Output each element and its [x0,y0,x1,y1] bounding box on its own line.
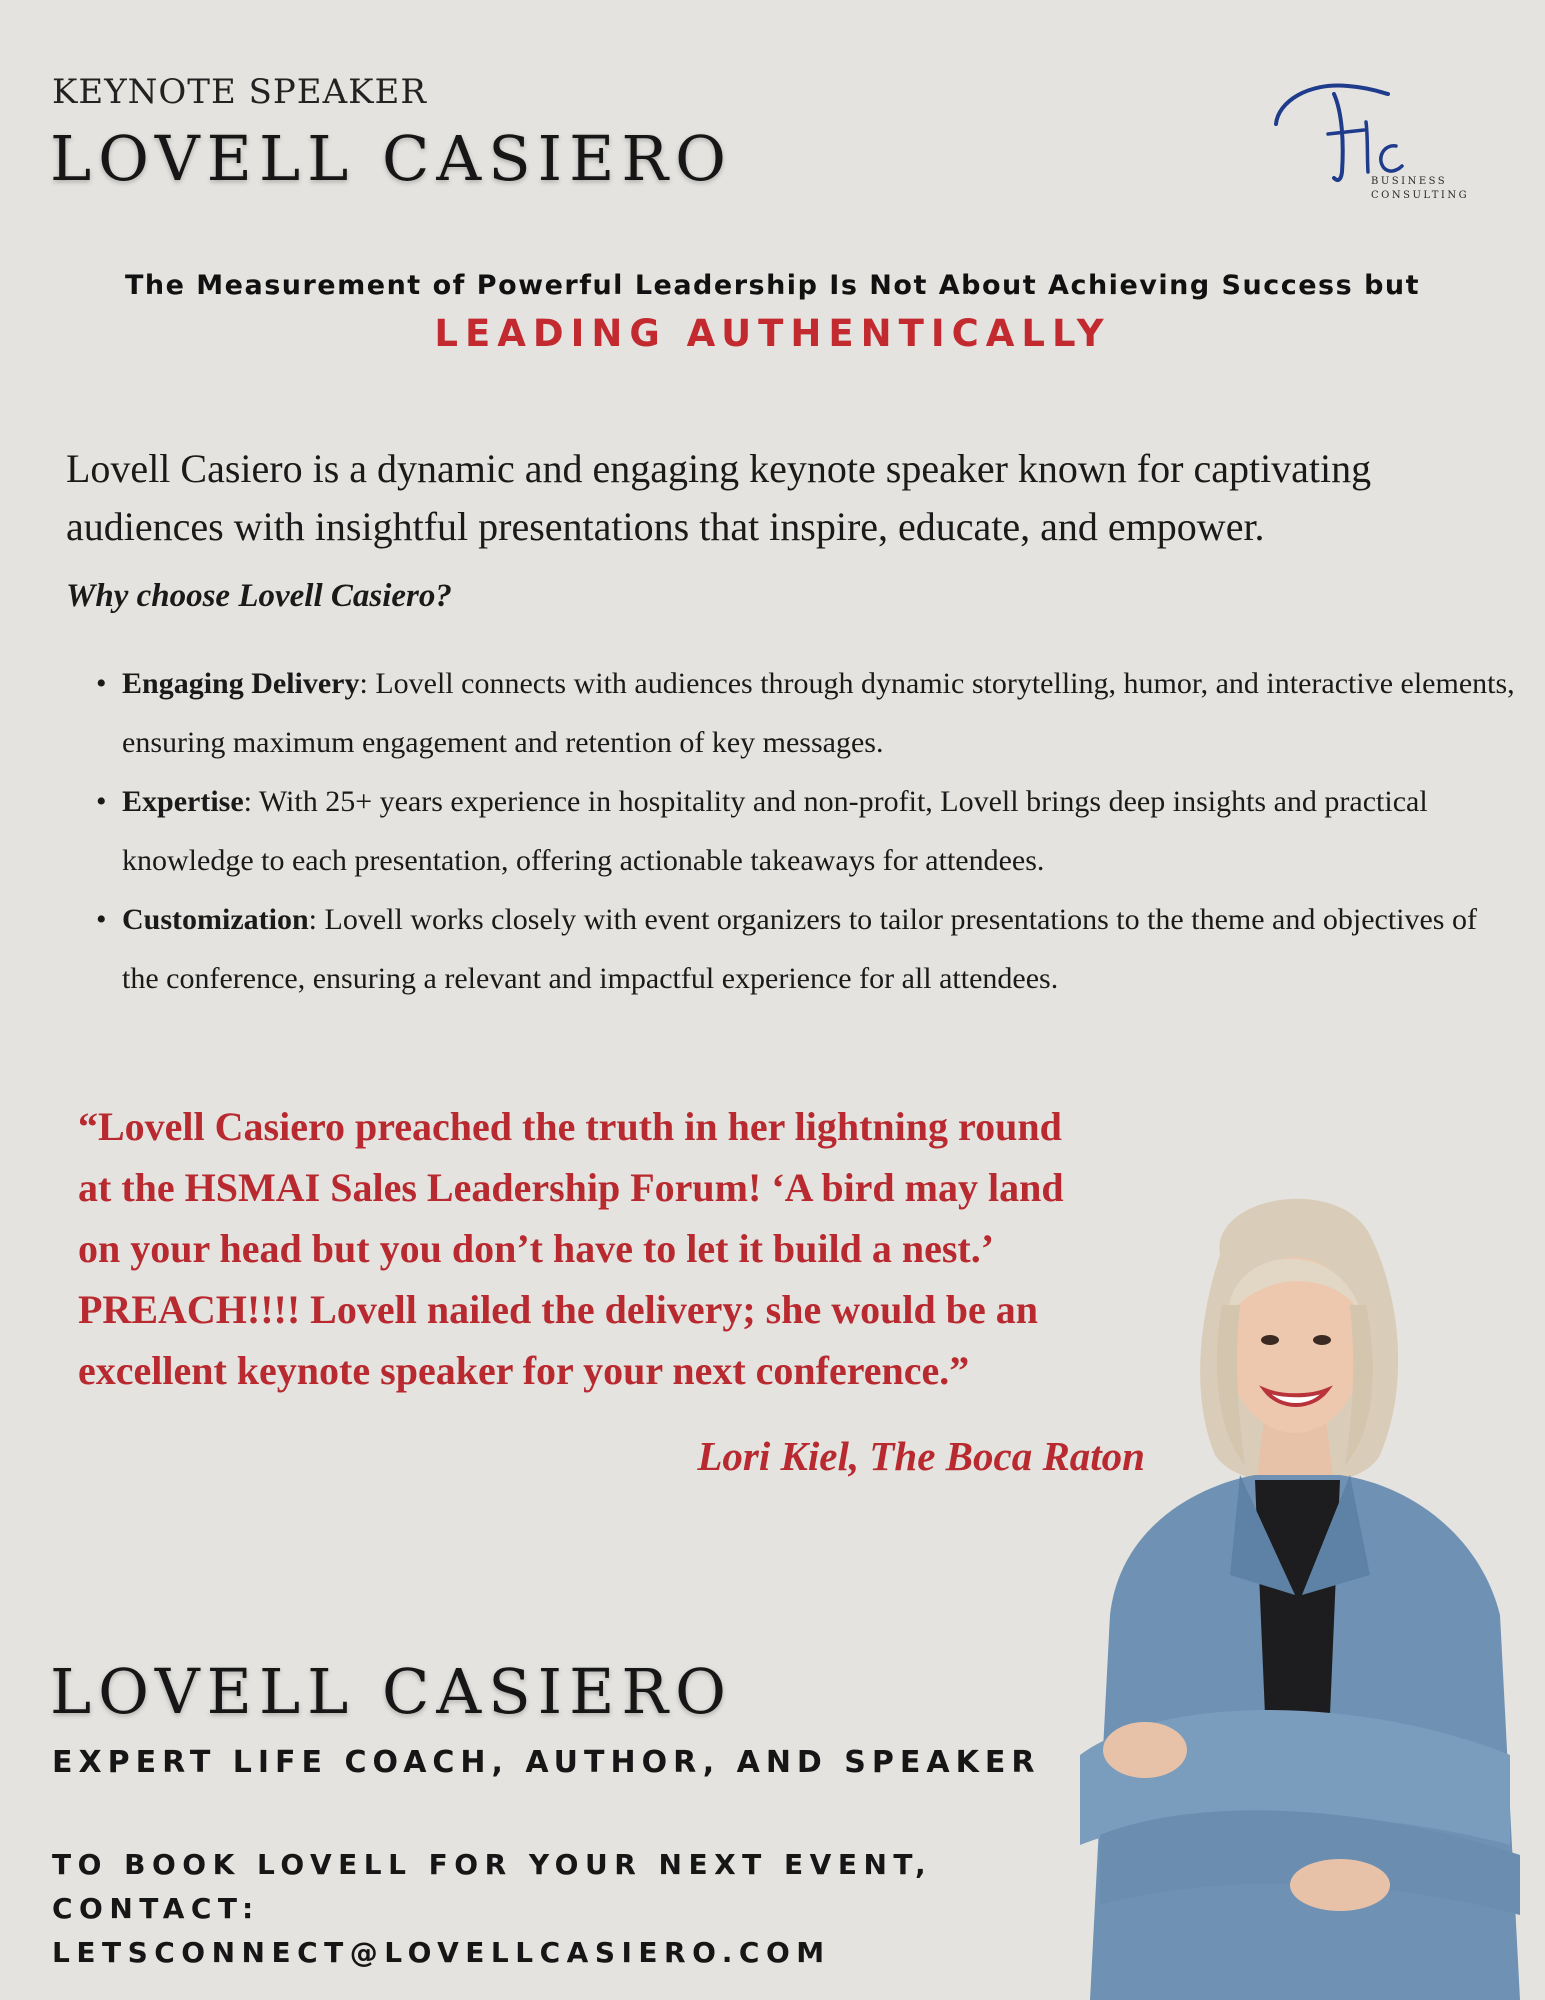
list-item [96,890,1516,1008]
flc-logo-mark [1268,72,1478,212]
bullet-text: : Lovell connects with audiences through dynamic storytelling, humor, and interactive elements, ensuring maximum engagement and retention of key messages. [122,667,1515,759]
list-item [96,654,1516,772]
speaker-photo [1040,1195,1545,2000]
list-item [96,772,1516,890]
contact-block [52,1843,932,1975]
bullet-text: : With 25+ years experience in hospitality and non-profit, Lovell brings deep insights and practical knowledge to each presentation, offering actionable takeaways for attendees. [122,785,1428,877]
logo-line2: CONSULTING [1371,190,1470,201]
speaker-portrait-illustration [1040,1195,1545,2000]
flc-logo [1268,72,1478,212]
contact-email-link[interactable]: LETSCONNECT@LOVELLCASIERO.COM [52,1936,831,1969]
bullet-icon: • [96,903,107,936]
quote-line: excellent keynote speaker for your next conference.” [78,1348,970,1393]
quote-line: on your head but you don’t have to let it build a nest.’ [78,1226,995,1271]
contact-line: TO BOOK LOVELL FOR YOUR NEXT EVENT, [52,1848,933,1881]
bullet-icon: • [96,785,107,818]
speaker-subtitle: EXPERT LIFE COACH, AUTHOR, AND SPEAKER [52,1745,1041,1780]
bullet-term: Customization [122,903,309,936]
quote-line: “Lovell Casiero preached the truth in her lightning round [78,1104,1062,1149]
bullet-icon: • [96,667,107,700]
logo-line1: BUSINESS [1371,176,1448,187]
eyebrow-label: KEYNOTE SPEAKER [52,72,427,112]
testimonial-attribution: Lori Kiel, The Boca Raton [697,1433,1145,1479]
bullet-text: : Lovell works closely with event organizers to tailor presentations to the theme and objectives of the conference, ensuring a relevant and impactful experience for all attendees. [122,903,1477,995]
benefits-list [96,654,1516,1008]
testimonial-quote [78,1096,1188,1401]
tagline-accent: LEADING AUTHENTICALLY [434,312,1111,355]
quote-line: at the HSMAI Sales Leadership Forum! ‘A bird may land [78,1165,1064,1210]
tagline: The Measurement of Powerful Leadership Is Not About Achieving Success but [124,270,1421,301]
speaker-name-footer: LOVELL CASIERO [50,1655,733,1728]
quote-line: PREACH!!!! Lovell nailed the delivery; she would be an [78,1287,1038,1332]
speaker-name-heading: LOVELL CASIERO [50,122,733,195]
bullet-term: Engaging Delivery [122,667,360,700]
bullet-term: Expertise [122,785,244,818]
why-heading: Why choose Lovell Casiero? [66,578,452,614]
contact-line: CONTACT: [52,1892,260,1925]
intro-paragraph: Lovell Casiero is a dynamic and engaging keynote speaker known for captivating audiences with insightful presentations that inspire, educate, and empower. [66,446,1372,549]
